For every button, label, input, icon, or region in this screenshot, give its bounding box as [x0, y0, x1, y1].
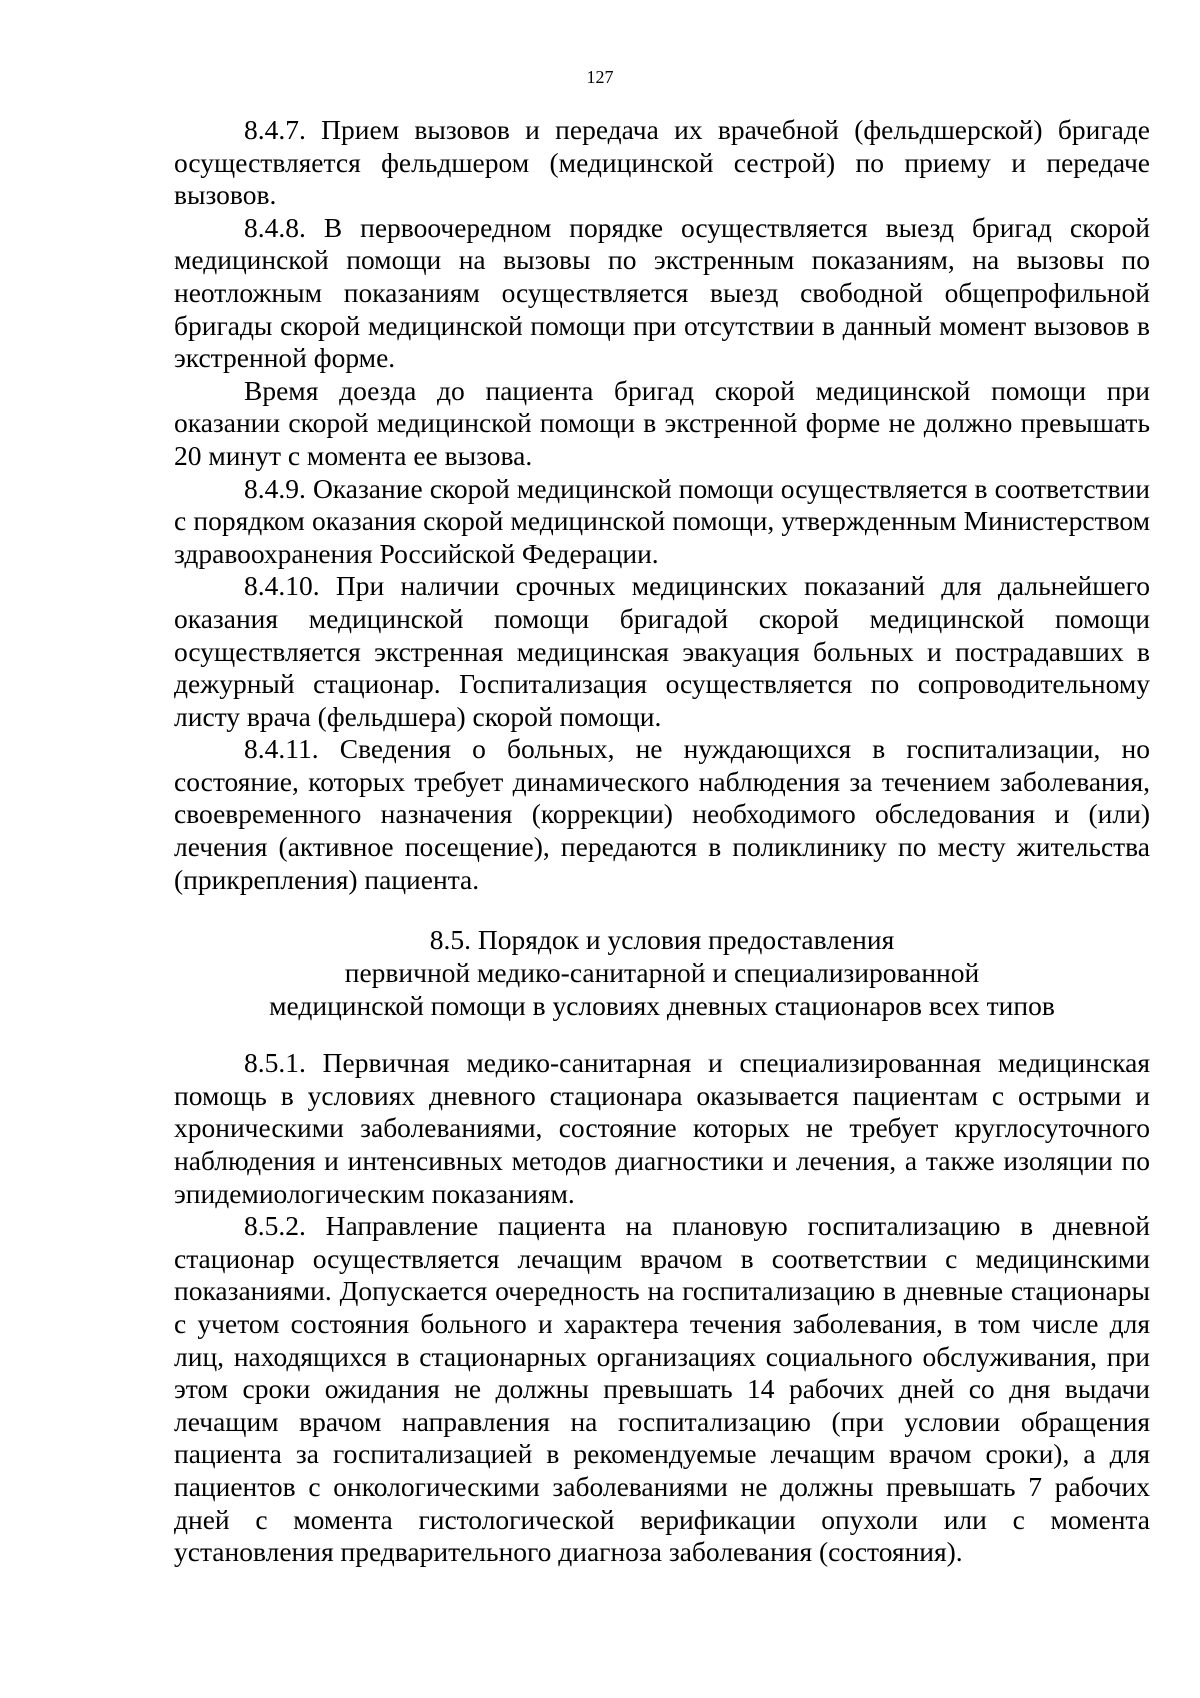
section-heading-line-3: медицинской помощи в условиях дневных стационаров всех типов	[269, 990, 1055, 1022]
paragraph-8-4-11: 8.4.11. Сведения о больных, не нуждающихся в госпитализации, но состояние, которых требует динамического наблюдения за течением заболевания, своевременного назначения (коррекции) необходимого обследования и (или) лечения (активное посещение), передаются в поликлинику по месту жительства (прикрепления) пациента.	[174, 733, 1150, 895]
section-heading-line-2: первичной медико-санитарной и специализированной	[344, 957, 980, 989]
paragraph-8-5-2: 8.5.2. Направление пациента на плановую госпитализацию в дневной стационар осуществляется лечащим врачом в соответствии с медицинскими показаниями. Допускается очередность на госпитализацию в дневные стационары с учетом состояния больного и характера течения заболевания, в том числе для лиц, находящихся в стационарных организациях социального обслуживания, при этом сроки ожидания не должны превышать 14 рабочих дней со дня выдачи лечащим врачом направления на госпитализацию (при условии обращения пациента за госпитализацией в рекомендуемые лечащим врачом сроки), а для пациентов с онкологическими заболеваниями не должны превышать 7 рабочих дней с момента гистологической верификации опухоли или с момента установления предварительного диагноза заболевания (состояния).	[174, 1210, 1150, 1568]
document-body	[174, 114, 1150, 1569]
paragraph-arrival-time: Время доезда до пациента бригад скорой медицинской помощи при оказании скорой медицинской помощи в экстренной форме не должно превышать 20 минут с момента ее вызова.	[174, 374, 1150, 471]
paragraph-8-4-7: 8.4.7. Прием вызовов и передача их врачебной (фельдшерской) бригаде осуществляется фельдшером (медицинской сестрой) по приему и передаче вызовов.	[174, 114, 1150, 211]
paragraph-8-5-1: 8.5.1. Первичная медико-санитарная и специализированная медицинская помощь в условиях дневного стационара оказывается пациентам с острыми и хроническими заболеваниями, состояние которых не требует круглосуточного наблюдения и интенсивных методов диагностики и лечения, а также изоляции по эпидемиологическим показаниям.	[174, 1047, 1150, 1209]
page-number: 127	[586, 67, 614, 87]
section-heading-line-1: 8.5. Порядок и условия предоставления	[429, 924, 895, 956]
paragraph-8-4-9: 8.4.9. Оказание скорой медицинской помощи осуществляется в соответствии с порядком оказания скорой медицинской помощи, утвержденным Министерством здравоохранения Российской Федерации.	[174, 472, 1150, 569]
paragraph-8-4-8: 8.4.8. В первоочередном порядке осуществляется выезд бригад скорой медицинской помощи на вызовы по экстренным показаниям, на вызовы по неотложным показаниям осуществляется выезд свободной общепрофильной бригады скорой медицинской помощи при отсутствии в данный момент вызовов в экстренной форме.	[174, 211, 1150, 374]
paragraph-8-4-10: 8.4.10. При наличии срочных медицинских показаний для дальнейшего оказания медицинской помощи бригадой скорой медицинской помощи осуществляется экстренная медицинская эвакуация больных и пострадавших в дежурный стационар. Госпитализация осуществляется по сопроводительному листу врача (фельдшера) скорой помощи.	[174, 570, 1150, 732]
section-heading-8-5	[174, 923, 1150, 1022]
